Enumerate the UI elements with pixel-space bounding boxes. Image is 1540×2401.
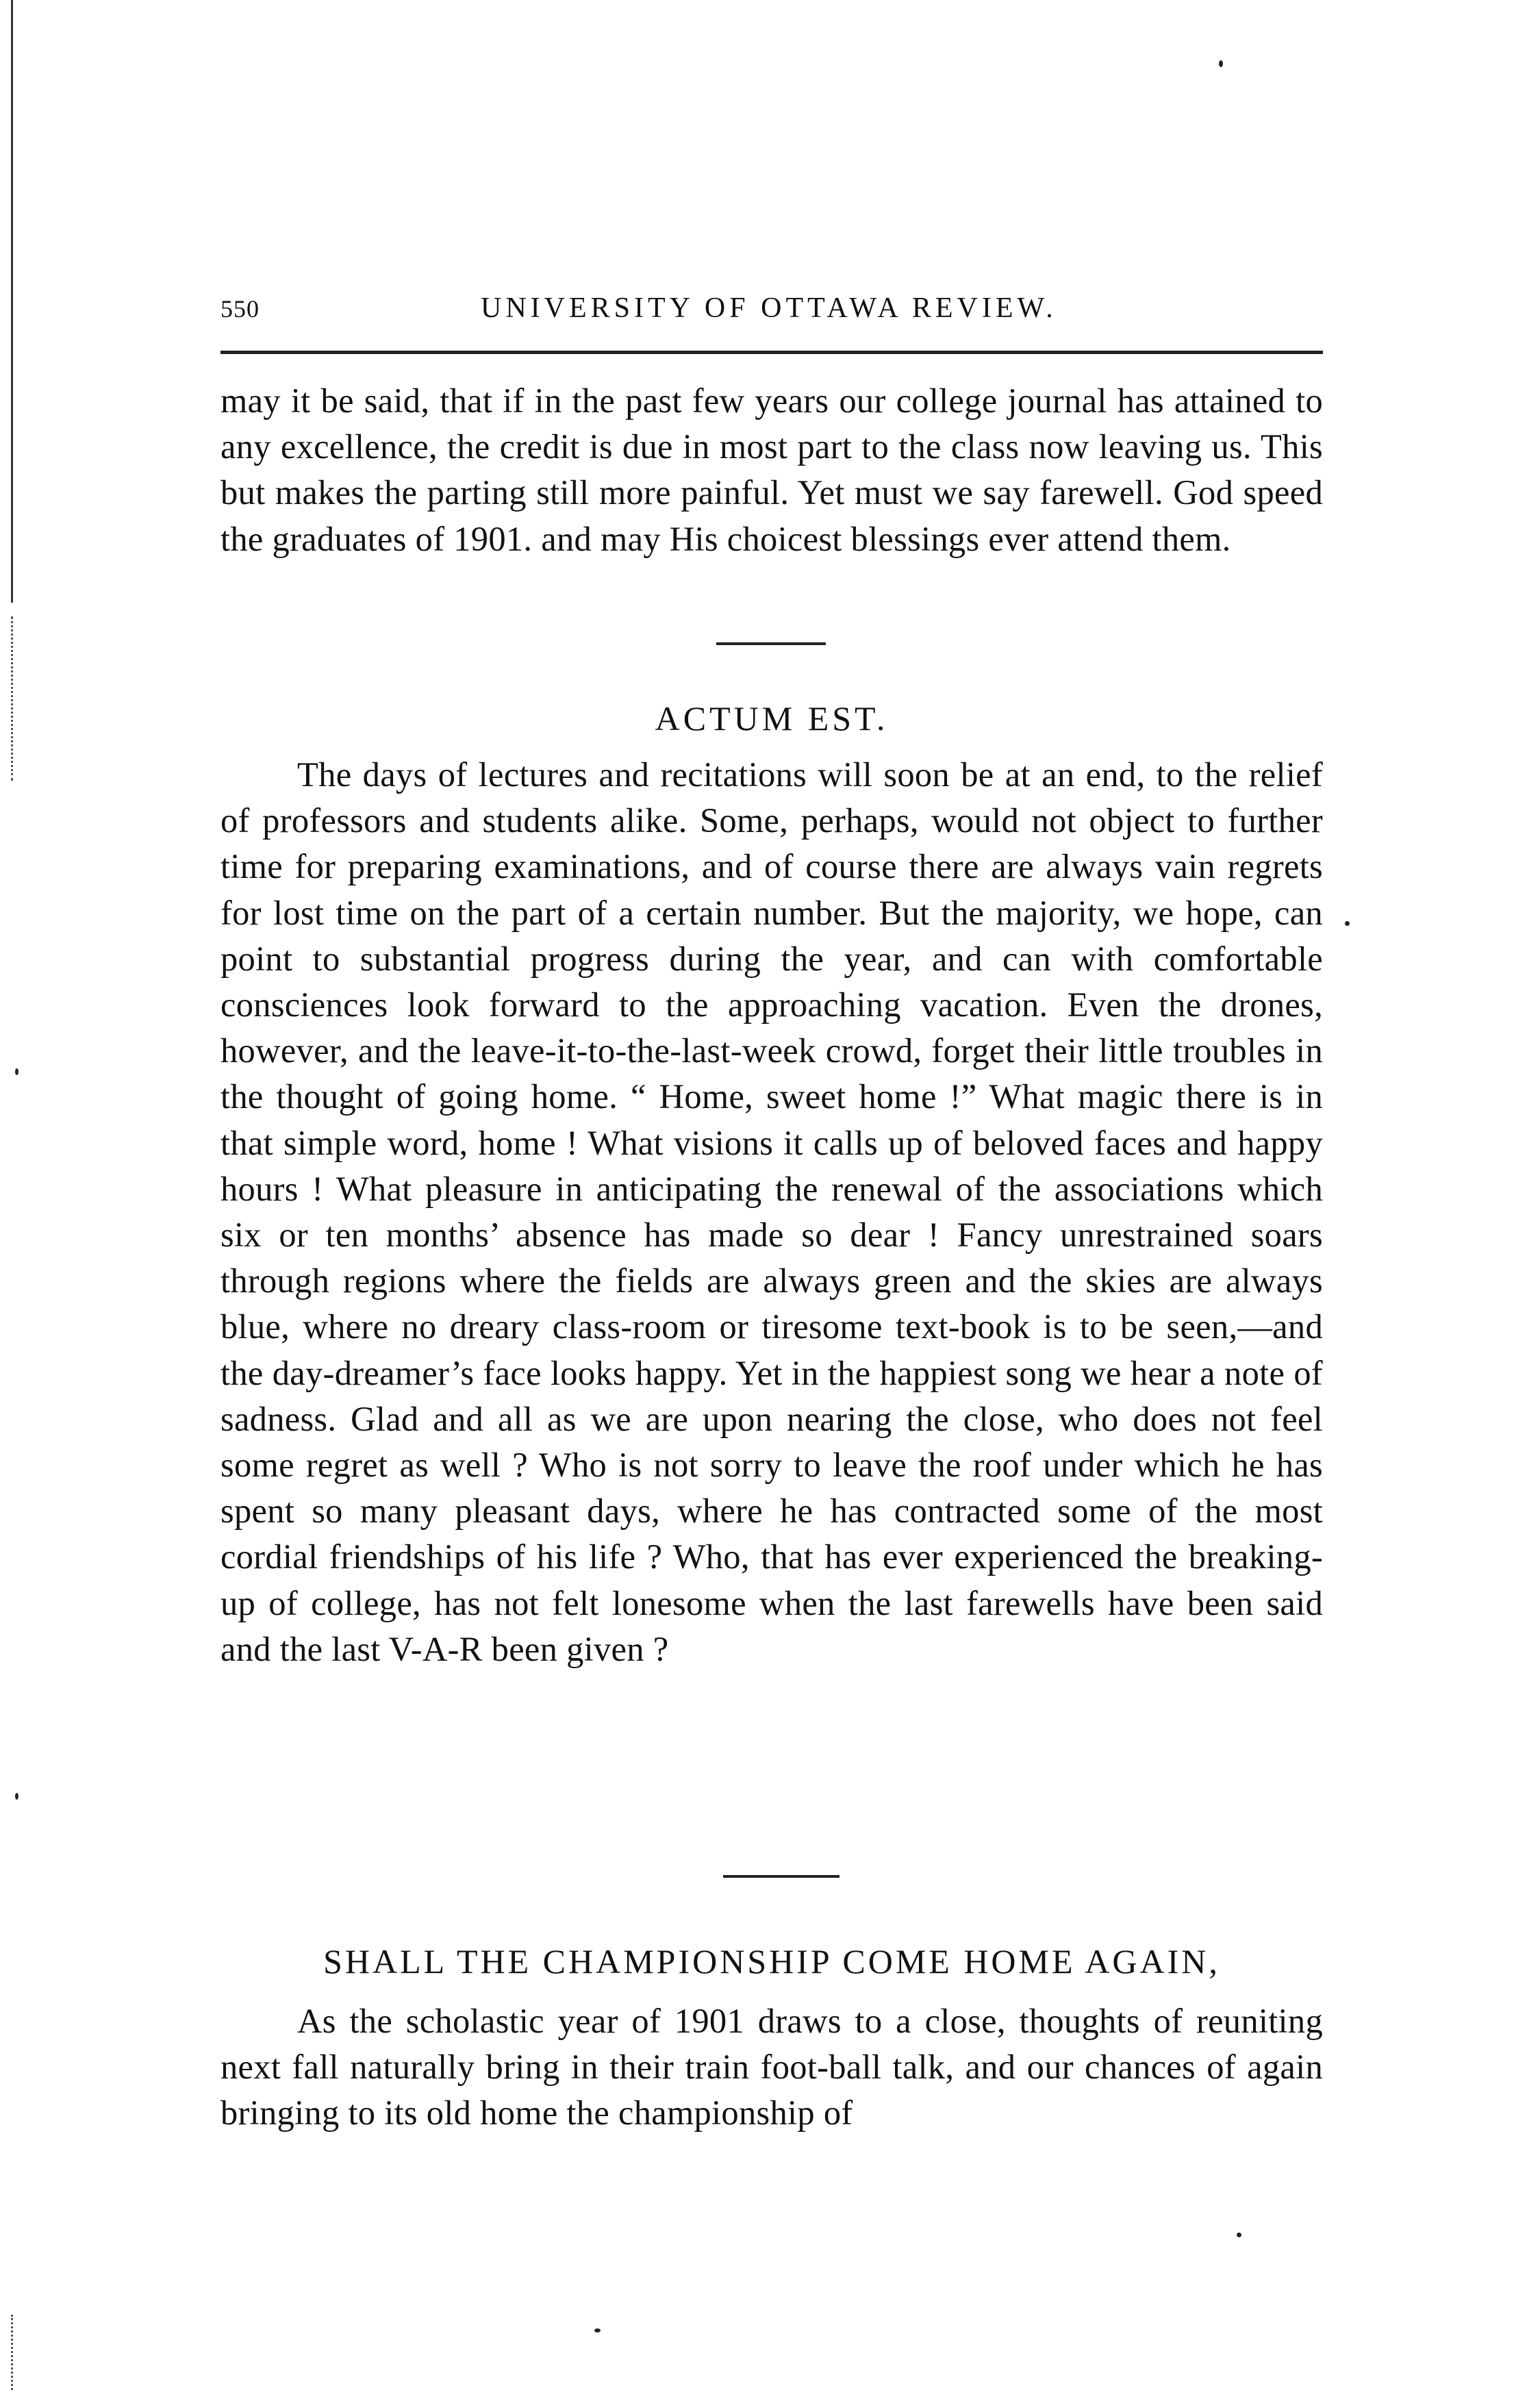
binding-edge-dots	[11, 616, 13, 781]
binding-edge-line	[11, 0, 13, 603]
continued-paragraph	[220, 378, 1323, 562]
paragraph-text: As the scholastic year of 1901 draws to a close, thoughts of reuniting next fall naturally bring in their train foot-ball talk, and our chances of again bringing to its old home the championship of	[220, 2002, 1323, 2133]
paragraph-text: The days of lectures and recitations will soon be at an end, to the relief of professors and students alike. Some, perhaps, would not object to further time for preparing examinations, and of course there are always vain regrets for lost time on the part of a certain number. But the majority, we hope, can point to substantial progress during the year, and can with comfortable consciences look forward to the approaching vacation. Even the drones, however, and the leave-it-to-the-last-week crowd, forget their little troubles in the thought of going home. “ Home, sweet home !” What magic there is in that simple word, home ! What visions it calls up of beloved faces and happy hours ! What pleasure in anticipating the renewal of the associations which six or ten months’ absence has made so dear ! Fancy unrestrained soars through regions where the fields are always green and the skies are always blue, where no dreary class-room or tiresome text-book is to be seen,—and the day-dreamer’s face looks happy. Yet in the happiest song we hear a note of sadness. Glad and all as we are upon nearing the close, who does not feel some regret as well ? Who is not sorry to leave the roof under which he has spent so many pleasant days, where he has contracted some of the most cordial friendships of his life ? Who, that has ever experienced the breaking-up of college, has not felt lonesome when the last farewells have been said and the last V-A-R been given ?	[220, 755, 1323, 1668]
binding-edge-dots	[11, 2315, 13, 2390]
section-separator	[716, 642, 826, 645]
section-separator	[723, 1875, 840, 1878]
header-rule	[220, 351, 1323, 354]
ink-speck	[1219, 60, 1223, 67]
page-number: 550	[220, 295, 260, 323]
ink-speck	[15, 1068, 18, 1075]
article-heading-championship: SHALL THE CHAMPIONSHIP COME HOME AGAIN,	[323, 1942, 1220, 1981]
ink-speck	[594, 2328, 601, 2333]
paragraph-text: may it be said, that if in the past few years our college journal has attained to any excellence, the credit is due in most part to the class now leaving us. This but makes the parting still more painful. Yet must we say farewell. God speed the graduates of 1901. and may His choicest blessings ever attend them.	[220, 381, 1323, 558]
ink-speck	[1345, 921, 1350, 926]
article-championship-body	[220, 1998, 1323, 2137]
running-header	[220, 294, 1323, 336]
ink-speck	[15, 1793, 18, 1800]
ink-speck	[1237, 2233, 1241, 2237]
article-actum-est-body	[220, 752, 1323, 1672]
running-title: UNIVERSITY OF OTTAWA REVIEW.	[481, 292, 1057, 324]
article-heading-actum-est: ACTUM EST.	[655, 699, 889, 738]
